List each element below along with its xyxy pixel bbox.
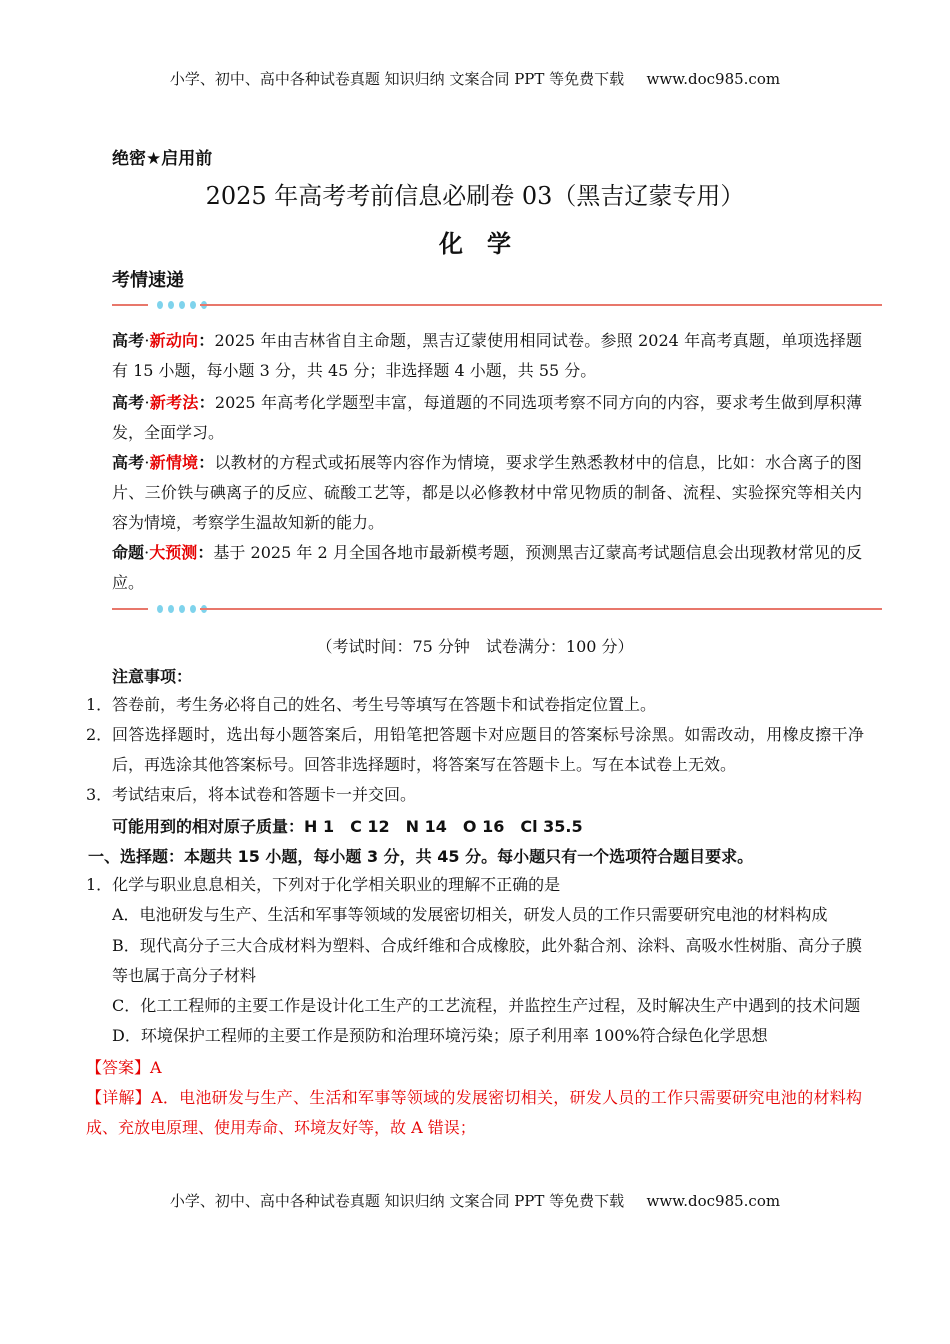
atomic-mass: 可能用到的相对原子质量：H 1 C 12 N 14 O 16 Cl 35.5 bbox=[112, 817, 583, 836]
explanation: 【详解】A．电池研发与生产、生活和军事等领域的发展密切相关，研发人员的工作只需要研究电池的材料构成、充放电原理、使用寿命、环境友好等，故 A 错误； bbox=[86, 1088, 862, 1137]
answer: 【答案】A bbox=[86, 1058, 162, 1077]
option-b: B．现代高分子三大合成材料为塑料、合成纤维和合成橡胶，此外黏合剂、涂料、高吸水性树脂、高分子膜等也属于高分子材料 bbox=[112, 936, 862, 985]
notes-list bbox=[86, 690, 864, 810]
header-site: www.doc985.com bbox=[646, 70, 781, 88]
section-heading: 考情速递 bbox=[112, 270, 184, 291]
header-text: 小学、初中、高中各种试卷真题 知识归纳 文案合同 PPT 等免费下载 bbox=[169, 70, 625, 88]
info-item: 高考·新动向：2025 年由吉林省自主命题，黑吉辽蒙使用相同试卷。参照 2024 年高考真题，单项选择题有 15 小题，每小题 3 分，共 45 分；非选择题 4 小题，共 55 分。 bbox=[112, 331, 862, 380]
option-a: A．电池研发与生产、生活和军事等领域的发展密切相关，研发人员的工作只需要研究电池的材料构成 bbox=[112, 905, 828, 924]
subject-title: 化 学 bbox=[439, 230, 511, 258]
option-d: D．环境保护工程师的主要工作是预防和治理环境污染；原子利用率 100%符合绿色化学思想 bbox=[112, 1026, 768, 1045]
note-item: 3． 考试结束后，将本试卷和答题卡一并交回。 bbox=[86, 785, 417, 804]
question-stem: 1．化学与职业息息相关，下列对于化学相关职业的理解不正确的是 bbox=[86, 875, 561, 894]
part1-heading: 一、选择题：本题共 15 小题，每小题 3 分，共 45 分。每小题只有一个选项符合题目要求。 bbox=[88, 847, 754, 866]
option-c: C．化工工程师的主要工作是设计化工生产的工艺流程，并监控生产过程，及时解决生产中遇到的技术问题 bbox=[112, 996, 861, 1015]
note-item: 2． 回答选择题时，选出每小题答案后，用铅笔把答题卡对应题目的答案标号涂黑。如需改动，用橡皮擦干净后，再选涂其他答案标号。回答非选择题时，将答案写在答题卡上。写在本试卷上无效。 bbox=[86, 725, 864, 774]
secret-label: 绝密★启用前 bbox=[112, 149, 213, 169]
footer-site: www.doc985.com bbox=[646, 1192, 781, 1210]
info-item: 高考·新考法：2025 年高考化学题型丰富，每道题的不同选项考察不同方向的内容，要求考生做到厚积薄发，全面学习。 bbox=[112, 393, 862, 442]
exam-info: （考试时间：75 分钟 试卷满分：100 分） bbox=[316, 637, 634, 656]
doc-title: 2025 年高考考前信息必刷卷 03（黑吉辽蒙专用） bbox=[205, 182, 745, 210]
info-block bbox=[112, 326, 862, 598]
info-item: 命题·大预测：基于 2025 年 2 月全国各地市最新模考题，预测黑吉辽蒙高考试题信息会出现教材常见的反应。 bbox=[112, 543, 862, 592]
divider-top bbox=[112, 300, 882, 310]
page-header bbox=[0, 68, 950, 89]
page-footer bbox=[0, 1190, 950, 1211]
footer-text: 小学、初中、高中各种试卷真题 知识归纳 文案合同 PPT 等免费下载 bbox=[169, 1192, 625, 1210]
notes-heading: 注意事项： bbox=[112, 667, 193, 686]
note-item: 1． 答卷前，考生务必将自己的姓名、考生号等填写在答题卡和试卷指定位置上。 bbox=[86, 695, 657, 714]
question-1 bbox=[86, 870, 862, 1143]
divider-bottom bbox=[112, 604, 882, 614]
info-item: 高考·新情境：以教材的方程式或拓展等内容作为情境，要求学生熟悉教材中的信息，比如：水合离子的图片、三价铁与碘离子的反应、硫酸工艺等，都是以必修教材中常见物质的制备、流程、实验探究等相关内容为情境，考察学生温故知新的能力。 bbox=[112, 453, 862, 532]
